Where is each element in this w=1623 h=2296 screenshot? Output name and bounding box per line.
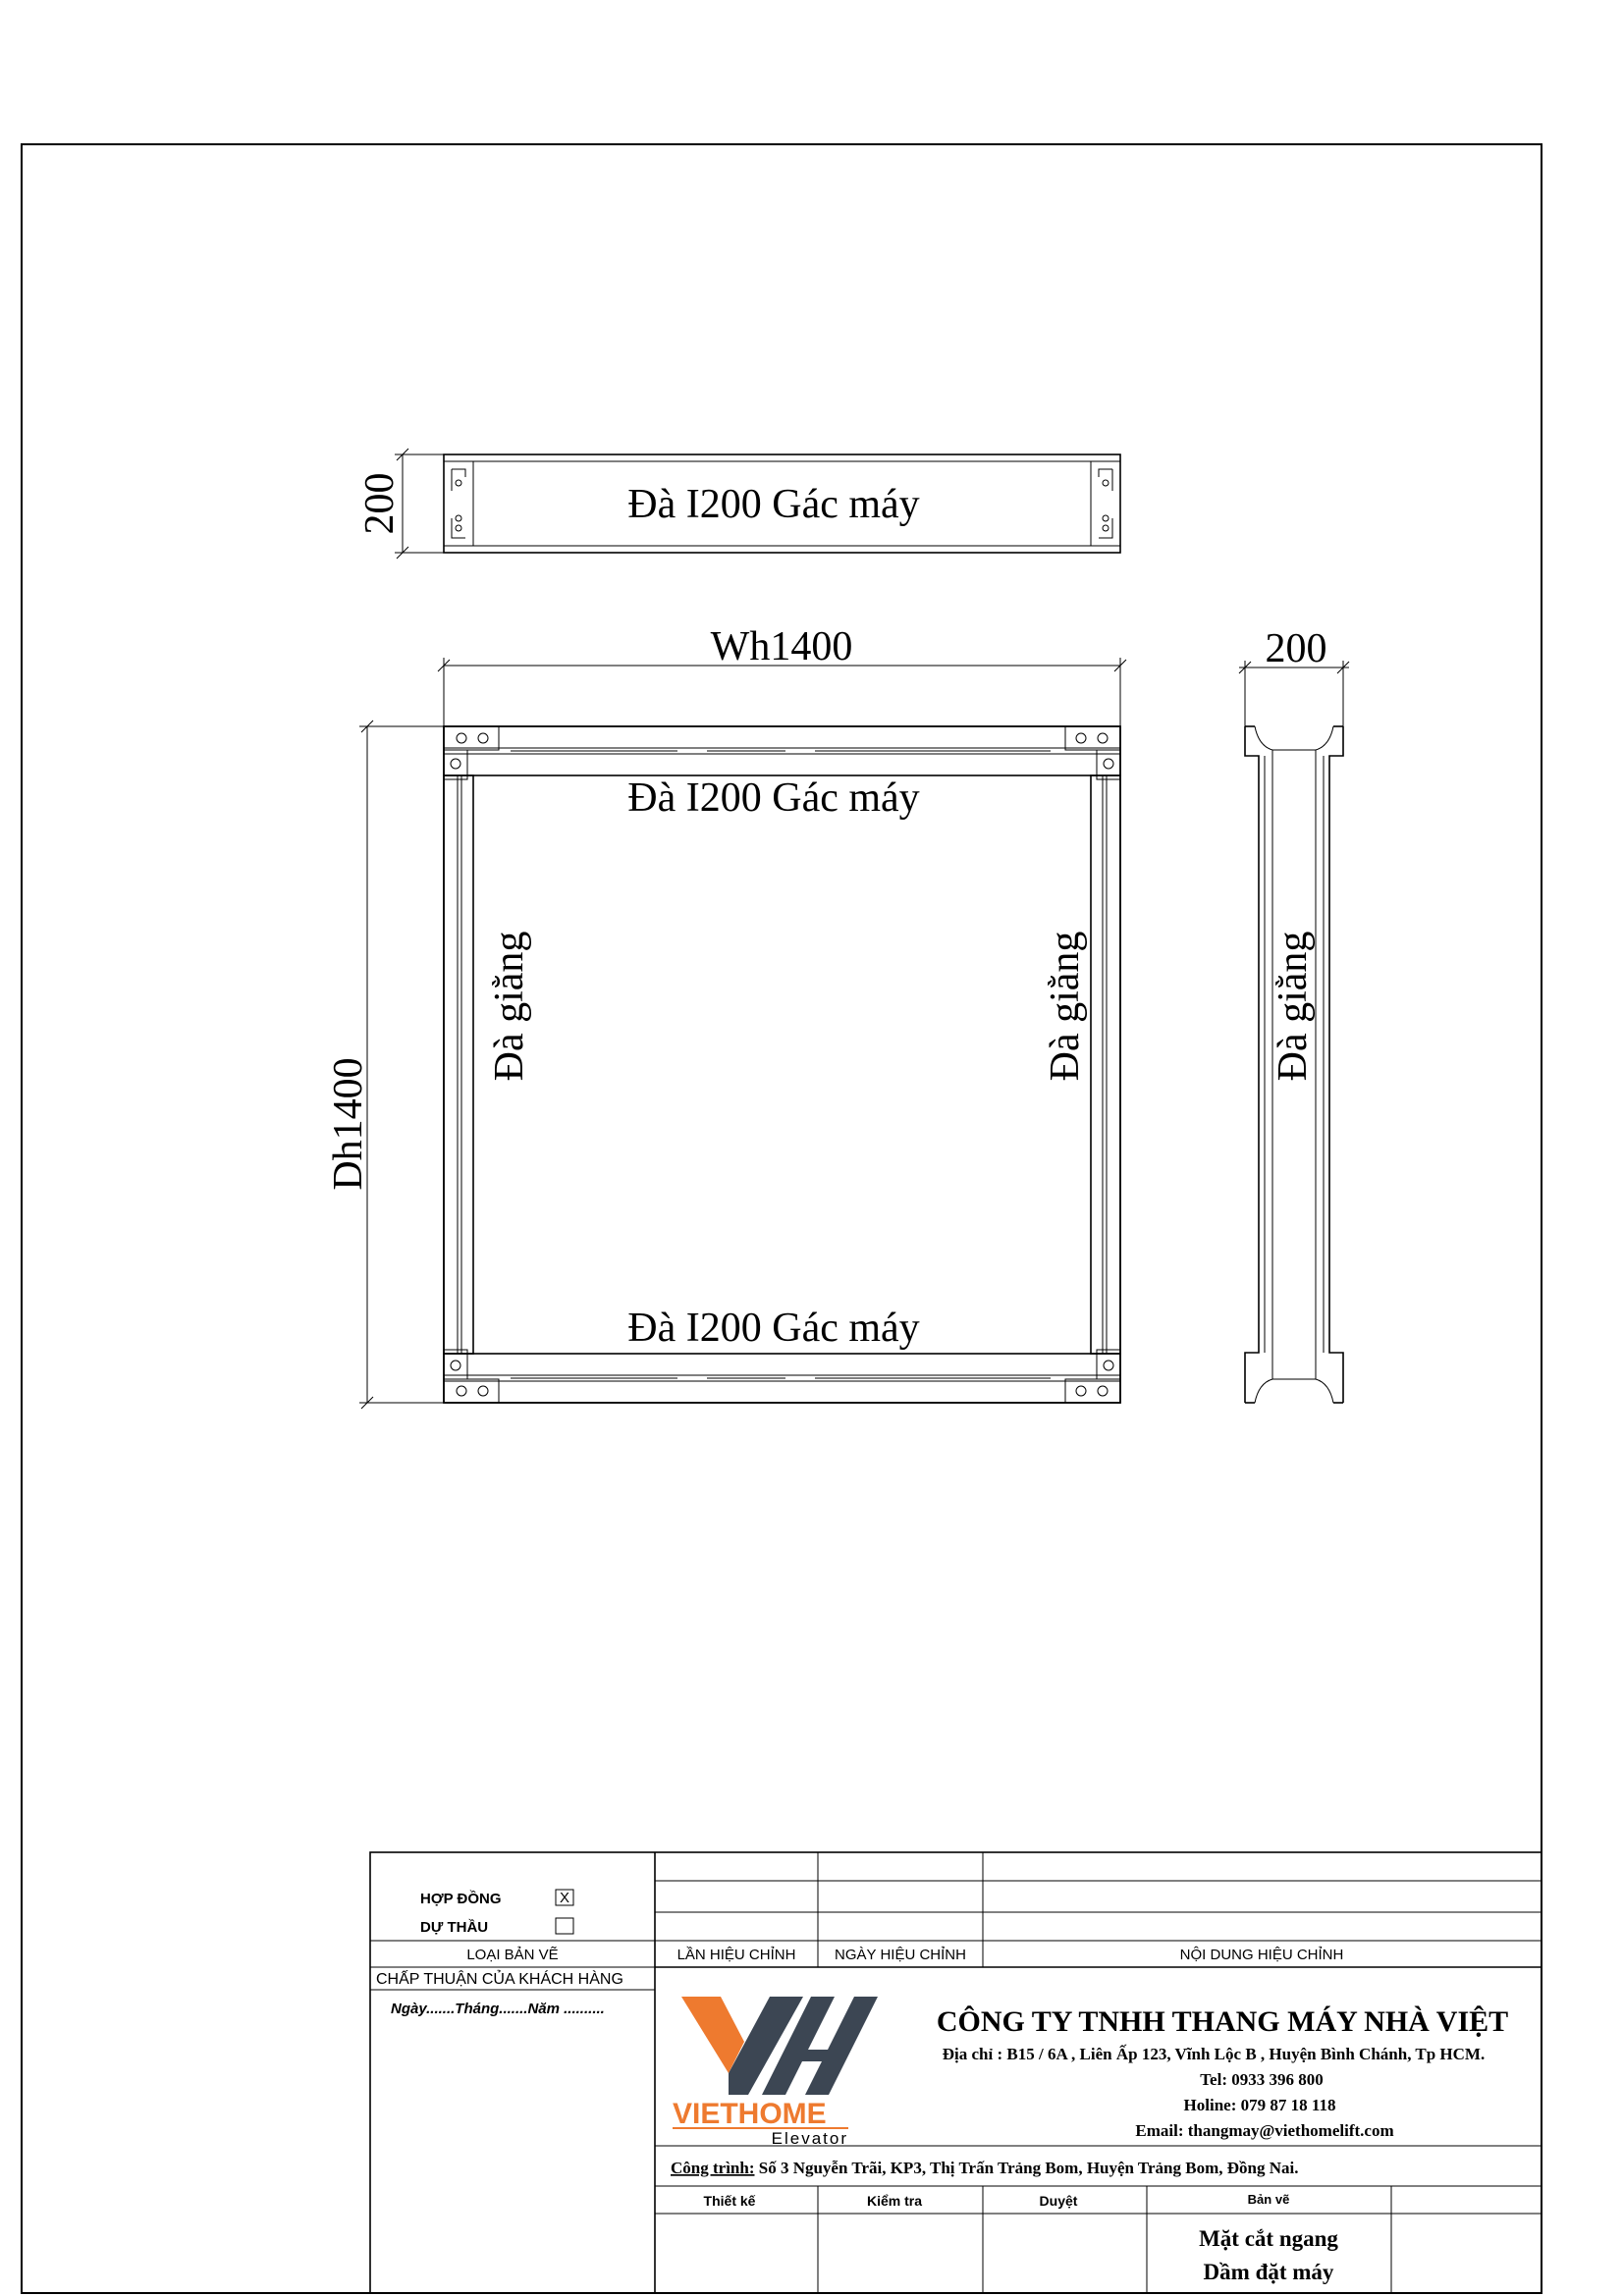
logo-sub: Elevator: [771, 2129, 848, 2148]
date-line: Ngày.......Tháng.......Năm ..........: [391, 2001, 605, 2017]
plan-outer-frame: [444, 726, 1120, 1403]
revision-date-header: NGÀY HIỆU CHỈNH: [835, 1947, 966, 1963]
company-hotline: Holine: 079 87 18 118: [1183, 2096, 1336, 2114]
title-block: [370, 1852, 1542, 2293]
profile-width-dim: 200: [1265, 626, 1327, 671]
corner-plate-top-left: [444, 726, 499, 779]
side-end-plate-left: [444, 461, 473, 546]
corner-plate-top-right: [1065, 726, 1120, 779]
plan-top-beam-label: Đà I200 Gác máy: [627, 775, 920, 821]
bid-checkbox[interactable]: [556, 1918, 573, 1934]
company-address: Địa chỉ : B15 / 6A , Liên Ấp 123, Vĩnh Lộc B , Huyện Bình Chánh, Tp HCM.: [942, 2045, 1486, 2063]
drawing-title-2: Dầm đặt máy: [1203, 2260, 1334, 2284]
side-beam-label: Đà I200 Gác máy: [627, 482, 920, 527]
designer-header: Thiết kế: [703, 2193, 756, 2209]
drawing-header: Bản vẽ: [1247, 2192, 1290, 2207]
plan-view: [326, 624, 1126, 1409]
viethome-logo: [673, 1997, 878, 2148]
logo-h-bar: [780, 2050, 844, 2061]
plan-left-brace: [444, 775, 473, 1354]
approver-header: Duyệt: [1039, 2193, 1078, 2209]
plan-left-brace-label: Đà giằng: [487, 931, 532, 1082]
company-email: Email: thangmay@viethomelift.com: [1135, 2121, 1394, 2140]
drawing-type-label: LOẠI BẢN VẼ: [466, 1947, 559, 1963]
contract-mark: X: [559, 1890, 570, 1906]
revision-no-header: LẦN HIỆU CHỈNH: [676, 1947, 796, 1963]
profile-view: [1239, 626, 1349, 1403]
project-label: Công trình:: [671, 2159, 755, 2177]
plan-width-dim: Wh1400: [710, 624, 853, 669]
project-value: Số 3 Nguyễn Trãi, KP3, Thị Trấn Trảng Bom, Huyện Trảng Bom, Đồng Nai.: [754, 2159, 1299, 2177]
corner-plate-bottom-left: [444, 1350, 499, 1403]
sheet-border: [22, 144, 1542, 2293]
profile-brace-label: Đà giằng: [1271, 931, 1316, 1082]
approval-label: CHẤP THUẬN CỦA KHÁCH HÀNG: [376, 1971, 623, 1988]
plan-depth-dim: Dh1400: [326, 1057, 371, 1191]
side-end-plate-right: [1091, 461, 1120, 546]
side-height-dim: 200: [357, 472, 403, 535]
company-tel: Tel: 0933 396 800: [1200, 2070, 1324, 2089]
checker-header: Kiểm tra: [866, 2193, 923, 2209]
side-view: [357, 449, 1120, 559]
revision-content-header: NỘI DUNG HIỆU CHỈNH: [1179, 1947, 1344, 1963]
plan-right-brace-label: Đà giằng: [1043, 931, 1088, 1082]
plan-bottom-beam-label: Đà I200 Gác máy: [627, 1306, 920, 1351]
bid-label: DỰ THẦU: [420, 1919, 489, 1936]
logo-text: VIETHOME: [673, 2098, 827, 2130]
contract-label: HỢP ĐỒNG: [420, 1891, 502, 1907]
project-line: [671, 2159, 1299, 2177]
corner-plate-bottom-right: [1065, 1350, 1120, 1403]
drawing-title-1: Mặt cắt ngang: [1199, 2226, 1338, 2251]
company-name: CÔNG TY TNHH THANG MÁY NHÀ VIỆT: [936, 2005, 1509, 2038]
plan-right-brace: [1091, 775, 1120, 1354]
